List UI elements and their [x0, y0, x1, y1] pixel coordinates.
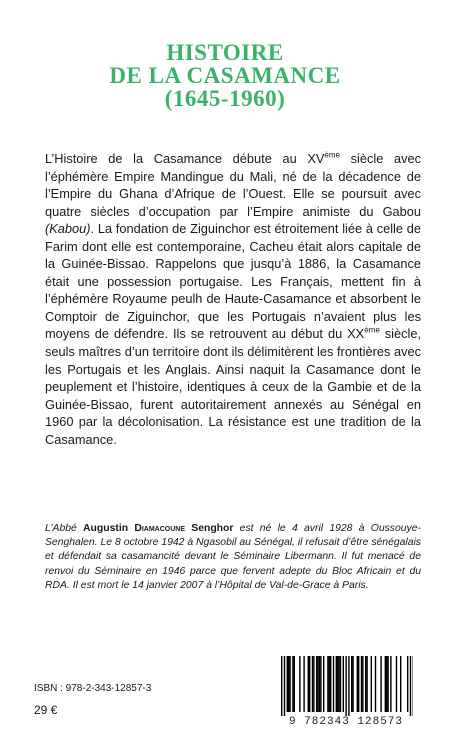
book-title-line-2: DE LA CASAMANCE: [109, 63, 341, 88]
summary-text: . La fondation de Ziguinchor est étroitement liée à celle de Farim dont elle est contemporaine, Cacheu était alors capitale de la Guinée-Bissao. Rappelons que jusqu’à 1886, la Casamance était une possession portugaise. Les Français, mettent fin à l’éphémère Royaume peulh de Haute-Casamance et absorbent le Comptoir de Ziguinchor, que les Portugais n’avaient plus les moyens de défendre. Ils se retrouvent au début du XX: [45, 221, 421, 342]
author-biography: [45, 522, 421, 593]
summary-text: L’Histoire de la Casamance débute au XV: [45, 151, 325, 166]
barcode-bar: [317, 656, 318, 712]
barcode-digits: 9 782343 128573: [288, 716, 404, 728]
barcode-bar: [329, 656, 330, 712]
barcode-bar: [289, 656, 290, 712]
superscript: ème: [364, 326, 380, 336]
barcode-bar: [313, 656, 314, 712]
barcode-bar: [390, 656, 391, 712]
barcode-bar: [281, 656, 282, 716]
barcode-bar: [288, 656, 289, 712]
barcode-bar: [343, 656, 344, 712]
barcode-bar: [348, 656, 349, 716]
barcode-bar: [407, 656, 408, 712]
barcode-bar: [357, 656, 358, 712]
author-last-name: Senghor: [185, 523, 234, 534]
barcode-bar: [358, 656, 359, 712]
barcode-bar: [330, 656, 331, 712]
barcode-bar: [309, 656, 310, 712]
barcode-bar: [327, 656, 328, 712]
barcode-bar: [308, 656, 309, 712]
barcode-bar: [320, 656, 321, 712]
bio-text: est né le 4 avril 1928 à Oussouye-Senghalen. Le 8 octobre 1942 à Ngasobil au Sénégal, il refusait d’être sénégalais et défendait sa casamancité devant le Séminaire Libermann. Il fut menacé de renvoi du Séminaire en 1946 parce que fervent adepte du Bloc Africain et du RDA. Il est mort le 14 janvier 2007 à l’Hôpital de Val-de-Grace à Paris.: [45, 523, 421, 591]
barcode-bar: [284, 656, 285, 716]
barcode-bar: [385, 656, 386, 712]
barcode-bar: [362, 656, 363, 712]
author-first-name: Augustin: [83, 523, 135, 534]
author-middle-name: Diamacoune: [134, 523, 185, 534]
barcode-bar: [396, 656, 397, 712]
barcode-bar: [287, 656, 288, 712]
barcode-bar: [375, 656, 376, 712]
barcode-bar: [338, 656, 339, 712]
price-label: 29 €: [34, 703, 58, 717]
barcode-bar: [365, 656, 366, 712]
book-title-dates: (1645-1960): [164, 86, 286, 111]
summary-text: siècle avec l’éphémère Empire Mandingue du Mali, né de la décadence de l’Empire du Ghana d’Afrique de l’Ouest. Elle se poursuit avec quatre siècles d’occupation par l’Empire animiste du Gabou: [45, 151, 421, 219]
summary-paragraph: [45, 150, 421, 448]
barcode-bar: [380, 656, 381, 712]
barcode-bar: [319, 656, 320, 712]
barcode-bar: [352, 656, 353, 712]
book-title-line-1: HISTOIRE: [166, 40, 284, 65]
barcode: [268, 654, 424, 734]
bio-prefix: L’Abbé: [45, 523, 84, 534]
barcode-bar: [323, 656, 324, 712]
barcode-bar: [400, 656, 401, 712]
isbn-label: ISBN : 978-2-343-12857-3: [34, 683, 152, 694]
barcode-bar: [299, 656, 300, 712]
barcode-bar: [345, 656, 346, 716]
barcode-bar: [316, 656, 317, 712]
barcode-bar: [361, 656, 362, 712]
author-name: [83, 523, 233, 534]
barcode-bar: [294, 656, 295, 712]
barcode-bar: [303, 656, 304, 712]
barcode-bar: [340, 656, 341, 712]
superscript: ème: [324, 150, 340, 160]
barcode-bar: [351, 656, 352, 712]
summary-italic: (Kabou): [45, 221, 91, 237]
barcode-bar: [371, 656, 372, 712]
barcode-bar: [292, 656, 293, 712]
barcode-bar: [337, 656, 338, 712]
barcode-bar: [410, 656, 411, 716]
barcode-bars: [279, 656, 413, 716]
barcode-bar: [336, 656, 337, 712]
barcode-bar: [312, 656, 313, 712]
barcode-bar: [333, 656, 334, 712]
barcode-bar: [366, 656, 367, 712]
barcode-bar: [386, 656, 387, 712]
summary-text: siècle, seuls maîtres d’un territoire dont ils délimitèrent les frontières avec les Portugais et les Anglais. Ainsi naquit la Casamance dont le peuplement et l’histoire, identiques à ceux de la Gambie et de la Guinée-Bissao, furent autoritairement annexés au Sénégal en 1960 par la décolonisation. La résistance est une tradition de la Casamance.: [45, 326, 422, 447]
barcode-bar: [387, 656, 388, 712]
